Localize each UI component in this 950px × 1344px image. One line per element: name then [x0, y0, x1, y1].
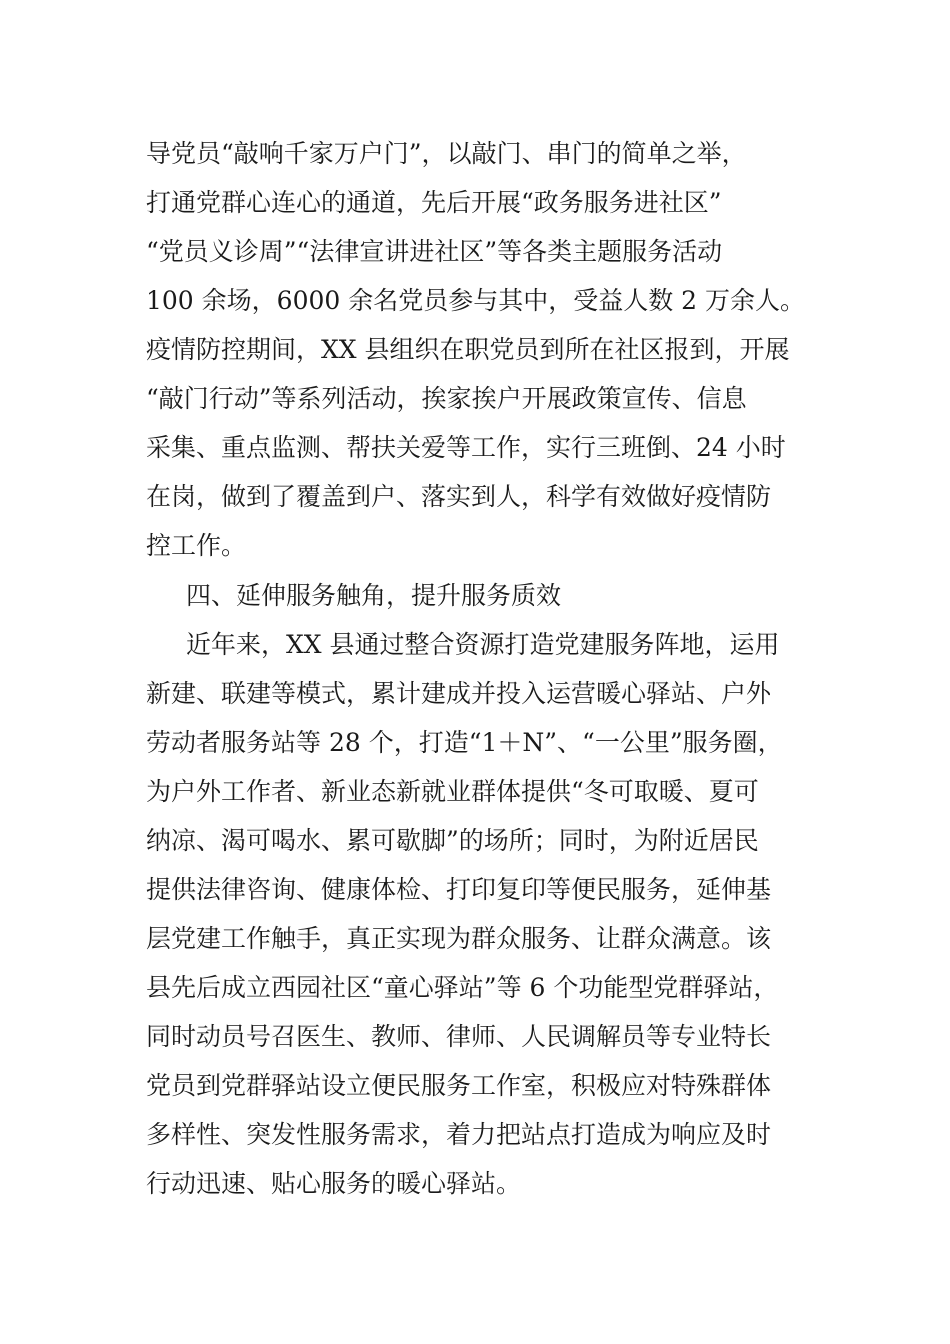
text-line: 多样性、突发性服务需求，着力把站点打造成为响应及时 [146, 1120, 772, 1149]
text-line: “敲门行动”等系列活动，挨家挨户开展政策宣传、信息 [146, 384, 747, 413]
text-line: 为户外工作者、新业态新就业群体提供“冬可取暖、夏可 [146, 777, 759, 806]
section-heading: 四、延伸服务触角，提升服务质效 [186, 581, 562, 610]
text-line: 新建、联建等模式，累计建成并投入运营暖心驿站、户外 [146, 679, 772, 708]
text-line: 控工作。 [146, 531, 247, 560]
text-line: 提供法律咨询、健康体检、打印复印等便民服务，延伸基 [146, 875, 772, 904]
text-line: 100 余场，6000 余名党员参与其中，受益人数 2 万余人。 [146, 286, 806, 315]
text-line: 采集、重点监测、帮扶关爱等工作，实行三班倒、24 小时 [146, 433, 786, 462]
text-line: 劳动者服务站等 28 个，打造“1＋N”、“一公里”服务圈， [146, 728, 783, 757]
text-line: 疫情防控期间，XX 县组织在职党员到所在社区报到，开展 [146, 335, 790, 364]
text-line: 纳凉、渴可喝水、累可歇脚”的场所；同时，为附近居民 [146, 826, 759, 855]
text-line: 近年来，XX 县通过整合资源打造党建服务阵地，运用 [186, 630, 780, 659]
text-line: 层党建工作触手，真正实现为群众服务、让群众满意。该 [146, 924, 772, 953]
text-line: 同时动员号召医生、教师、律师、人民调解员等专业特长 [146, 1022, 772, 1051]
text-line: 打通党群心连心的通道，先后开展“政务服务进社区” [146, 188, 722, 217]
text-line: “党员义诊周”“法律宣讲进社区”等各类主题服务活动 [146, 237, 723, 266]
text-line: 行动迅速、贴心服务的暖心驿站。 [146, 1169, 522, 1198]
text-line: 党员到党群驿站设立便民服务工作室，积极应对特殊群体 [146, 1071, 772, 1100]
text-line: 导党员“敲响千家万户门”，以敲门、串门的简单之举， [146, 139, 747, 168]
text-line: 在岗，做到了覆盖到户、落实到人，科学有效做好疫情防 [146, 482, 772, 511]
text-line: 县先后成立西园社区“童心驿站”等 6 个功能型党群驿站， [146, 973, 779, 1002]
